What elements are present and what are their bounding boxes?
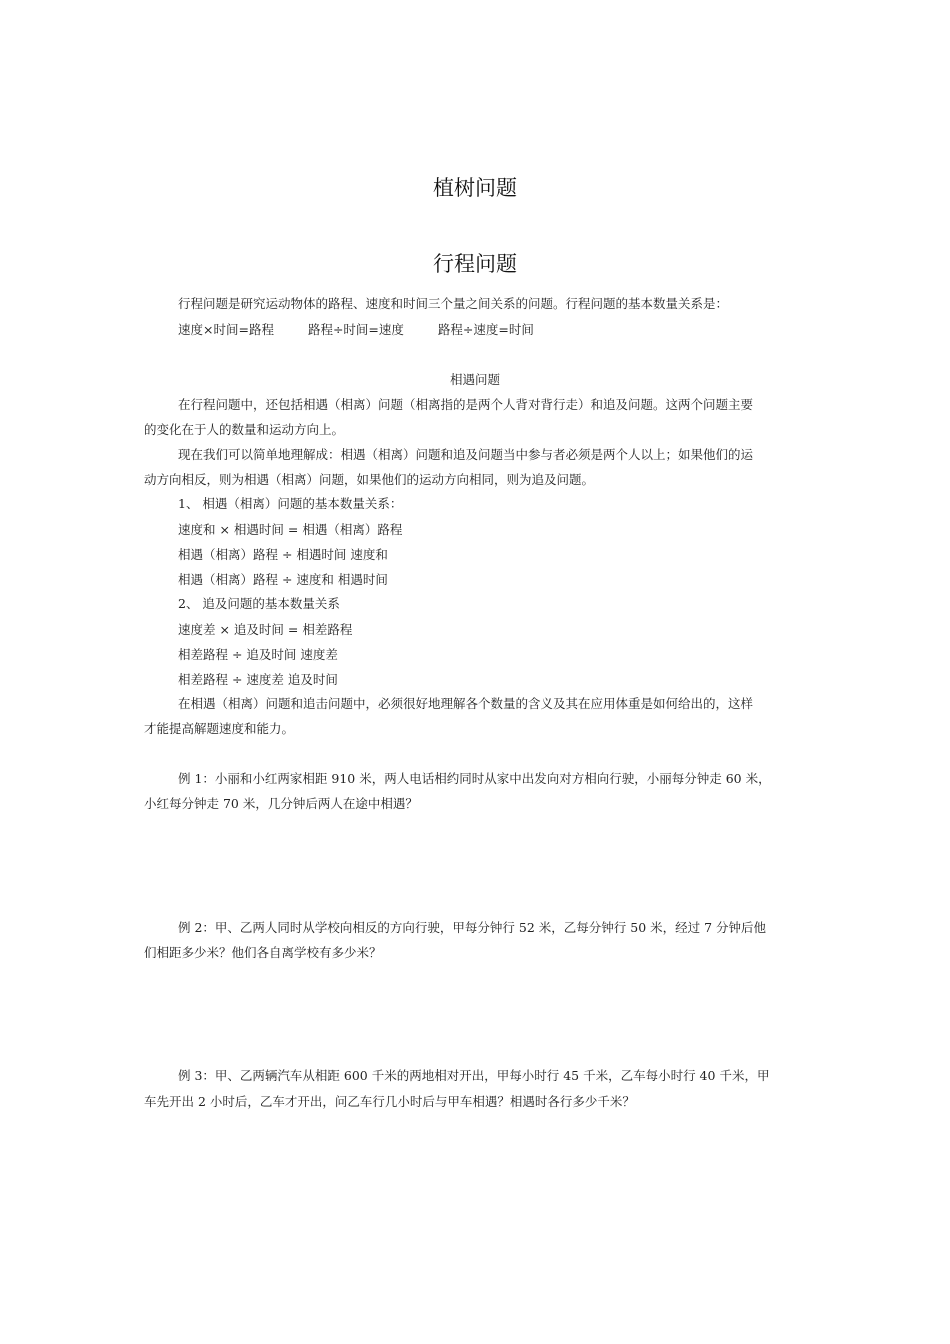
meeting-relations-heading: 1、 相遇（相离）问题的基本数量关系： [178,496,403,511]
relation-line: 相差路程 ÷ 速度差 追及时间 [178,672,338,687]
relation-line: 速度差 × 追及时间 = 相差路程 [178,622,353,637]
paragraph-line: 的变化在于人的数量和运动方向上。 [144,422,345,437]
meeting-heading: 相遇问题 [449,372,500,387]
paragraph-line: 才能提高解题速度和能力。 [144,721,295,736]
relation-line: 速度和 × 相遇时间 = 相遇（相离）路程 [178,522,403,537]
chase-relations-heading: 2、 追及问题的基本数量关系 [178,596,340,611]
basic-formulas [178,322,534,338]
title-planting-problem: 植树问题 [433,176,517,200]
paragraph-line: 在相遇（相离）问题和追击问题中，必须很好地理解各个数量的含义及其在应用体重是如何给出的，这样 [178,696,754,711]
example-2-line: 例 2：甲、乙两人同时从学校向相反的方向行驶，甲每分钟行 52 米，乙每分钟行 50 米，经过 7 分钟后他 [178,920,767,935]
relation-line: 相遇（相离）路程 ÷ 速度和 相遇时间 [178,572,388,587]
formula-time: 路程÷速度=时间 [437,322,534,337]
formula-speed: 路程÷时间=速度 [307,322,404,337]
title-travel-problem: 行程问题 [433,252,517,276]
example-3-line: 例 3：甲、乙两辆汽车从相距 600 千米的两地相对开出，甲每小时行 45 千米，乙车每小时行 40 千米，甲 [178,1068,770,1083]
formula-distance: 速度×时间=路程 [178,322,274,337]
intro-line: 行程问题是研究运动物体的路程、速度和时间三个量之间关系的问题。行程问题的基本数量关系是： [178,296,729,311]
relation-line: 相遇（相离）路程 ÷ 相遇时间 速度和 [178,547,388,562]
relation-line: 相差路程 ÷ 追及时间 速度差 [178,647,338,662]
paragraph-line: 现在我们可以简单地理解成：相遇（相离）问题和追及问题当中参与者必须是两个人以上；如果他们的运 [178,447,754,462]
example-1-line: 例 1：小丽和小红两家相距 910 米，两人电话相约同时从家中出发向对方相向行驶，小丽每分钟走 60 米， [178,771,771,786]
example-1-line: 小红每分钟走 70 米，几分钟后两人在途中相遇？ [144,796,418,811]
example-3-line: 车先开出 2 小时后，乙车才开出，问乙车行几小时后与甲车相遇？相遇时各行多少千米？ [144,1094,635,1109]
paragraph-line: 在行程问题中，还包括相遇（相离）问题（相离指的是两个人背对背行走）和追及问题。这两个问题主要 [178,397,754,412]
paragraph-line: 动方向相反，则为相遇（相离）问题，如果他们的运动方向相同，则为追及问题。 [144,472,595,487]
example-2-line: 们相距多少米？他们各自离学校有多少米？ [144,945,382,960]
